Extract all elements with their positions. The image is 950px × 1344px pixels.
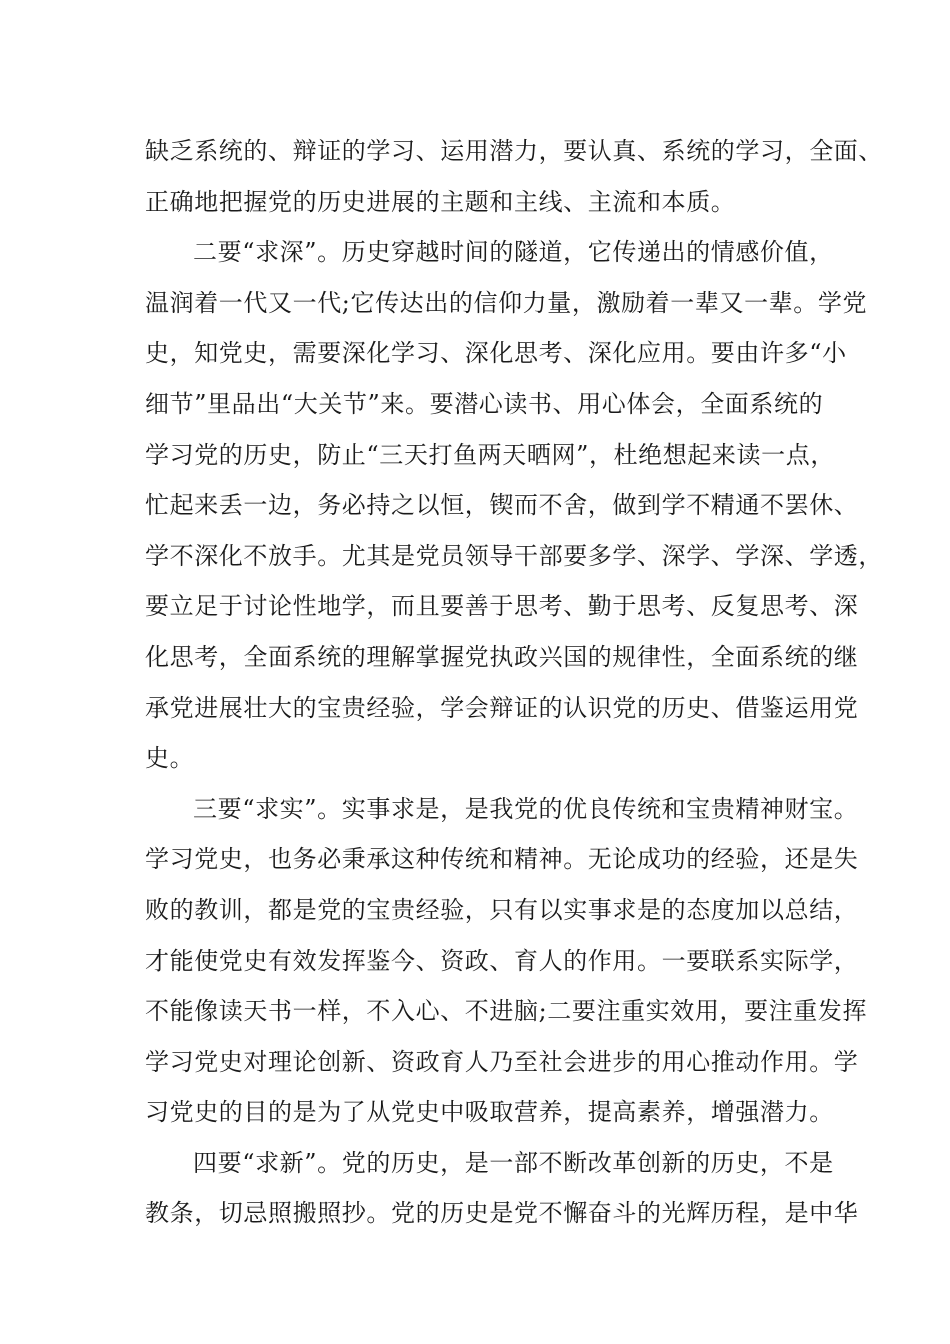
paragraph-start-line: 四要“求新”。党的历史，是一部不断改革创新的历史，不是 <box>193 1148 834 1177</box>
text-line: 才能使党史有效发挥鉴今、资政、育人的作用。一要联系实际学， <box>145 946 859 975</box>
text-line: 不能像读天书一样，不入心、不进脑;二要注重实效用，要注重发挥 <box>145 997 868 1026</box>
text-line: 史。 <box>145 744 195 773</box>
text-line: 细节”里品出“大关节”来。要潜心读书、用心体会，全面系统的 <box>145 389 824 418</box>
text-line: 习党史的目的是为了从党史中吸取营养，提高素养，增强潜力。 <box>145 1098 834 1127</box>
body-text <box>145 126 883 1239</box>
text-line: 学习党的历史，防止“三天打鱼两天晒网”，杜绝想起来读一点， <box>145 440 835 469</box>
text-line: 学习党史，也务必秉承这种传统和精神。无论成功的经验，还是失 <box>145 845 859 874</box>
paragraph-start-line: 三要“求实”。实事求是，是我党的优良传统和宝贵精神财宝。 <box>193 794 859 823</box>
text-line: 要立足于讨论性地学，而且要善于思考、勤于思考、反复思考、深 <box>145 592 859 621</box>
text-line: 败的教训，都是党的宝贵经验，只有以实事求是的态度加以总结， <box>145 895 859 924</box>
text-line: 承党进展壮大的宝贵经验，学会辩证的认识党的历史、借鉴运用党 <box>145 693 859 722</box>
paragraph-start-line: 二要“求深”。历史穿越时间的隧道，它传递出的情感价值， <box>193 238 834 267</box>
text-line: 正确地把握党的历史进展的主题和主线、主流和本质。 <box>145 187 736 216</box>
text-line: 教条，切忌照搬照抄。党的历史是党不懈奋斗的光辉历程，是中华 <box>145 1199 859 1228</box>
text-line: 温润着一代又一代;它传达出的信仰力量，激励着一辈又一辈。学党 <box>145 288 868 317</box>
text-line: 学不深化不放手。尤其是党员领导干部要多学、深学、学深、学透， <box>145 541 883 570</box>
text-line: 学习党史对理论创新、资政育人乃至社会进步的用心推动作用。学 <box>145 1047 859 1076</box>
text-line: 化思考，全面系统的理解掌握党执政兴国的规律性，全面系统的继 <box>145 642 859 671</box>
text-line: 缺乏系统的、辩证的学习、运用潜力，要认真、系统的学习，全面、 <box>145 137 883 165</box>
text-line: 史，知党史，需要深化学习、深化思考、深化应用。要由许多“小 <box>145 339 847 368</box>
text-line: 忙起来丢一边，务必持之以恒，锲而不舍，做到学不精通不罢休、 <box>145 491 859 520</box>
